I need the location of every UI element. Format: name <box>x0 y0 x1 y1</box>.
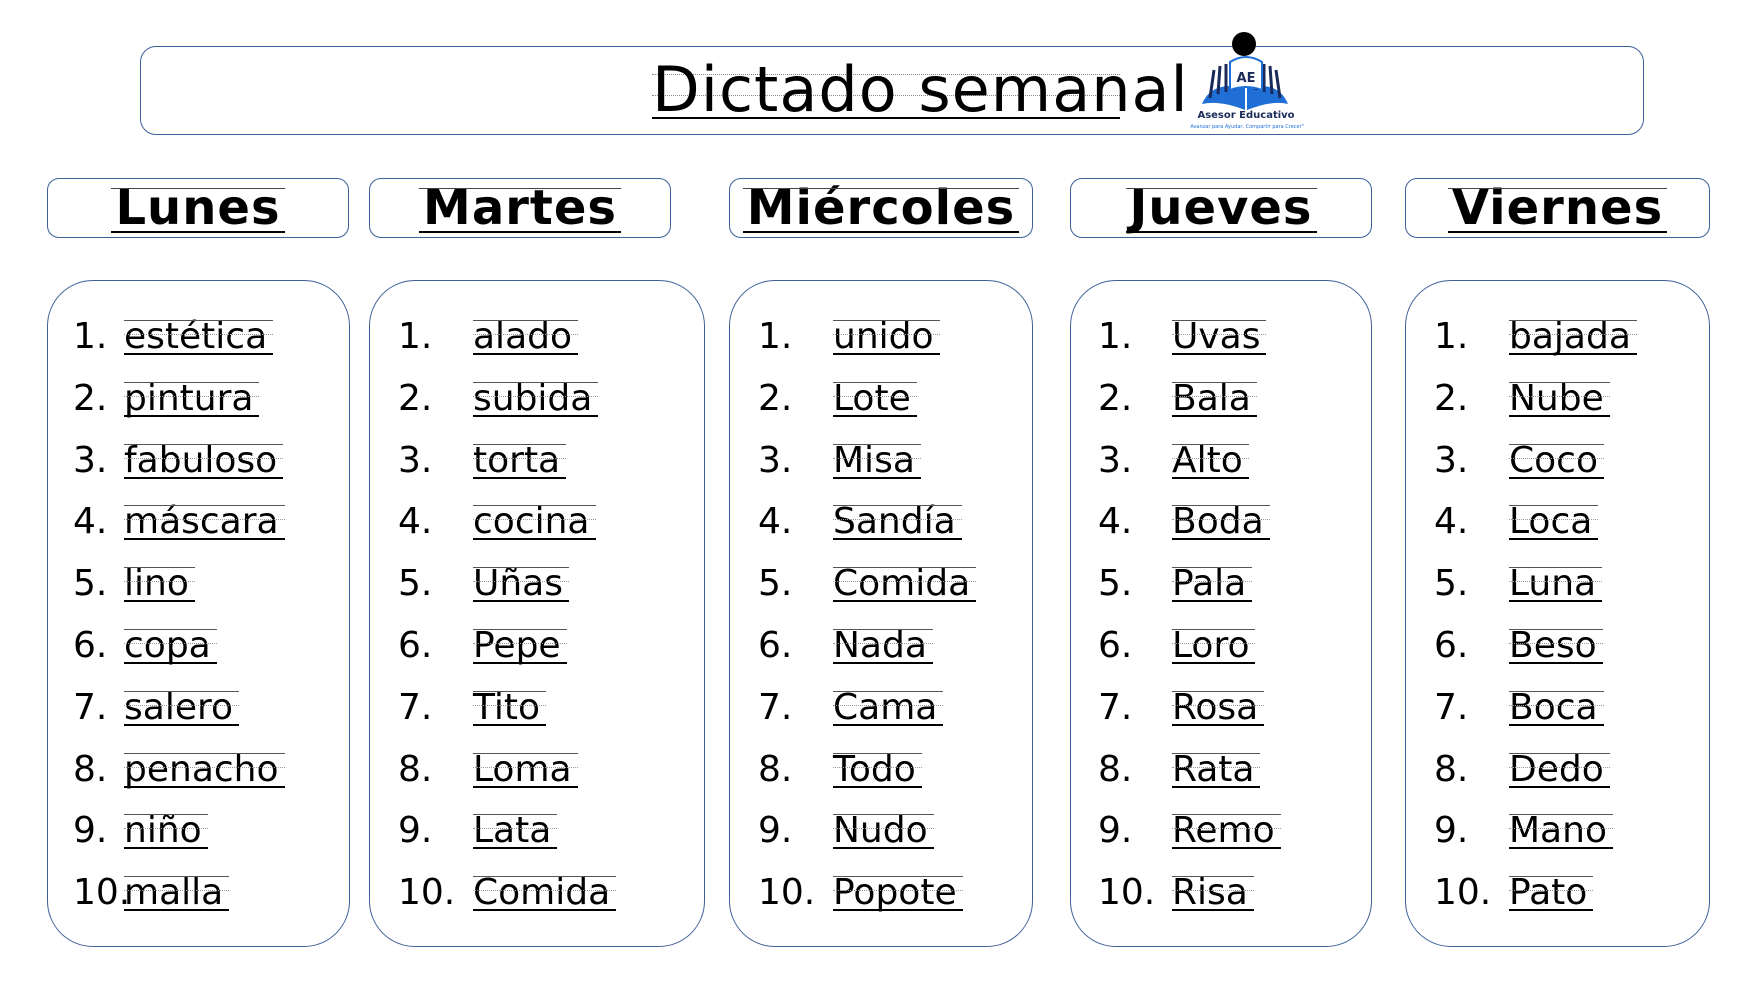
list-item <box>1406 373 1709 435</box>
list-item <box>1406 620 1709 682</box>
item-number: 10. <box>1434 872 1492 914</box>
list-item <box>730 496 1032 558</box>
item-number: 4. <box>1098 501 1133 543</box>
item-number: 4. <box>73 501 108 543</box>
handwriting-midline <box>473 828 557 829</box>
logo-tagline: "Avanzar para Ayudar, Compartir para Crecer" <box>1190 124 1304 130</box>
dictation-word <box>1509 871 1593 915</box>
handwriting-midline <box>473 767 578 768</box>
list-item <box>1071 867 1371 929</box>
handwriting-midline <box>124 890 229 891</box>
dictation-word-text: Boda <box>1172 500 1270 544</box>
day-header-jueves <box>1070 178 1372 238</box>
logo-name: Asesor Educativo <box>1197 110 1295 121</box>
item-number: 7. <box>758 686 793 728</box>
item-number: 2. <box>758 377 793 419</box>
item-number: 6. <box>1098 624 1133 666</box>
handwriting-midline <box>1509 334 1637 335</box>
handwriting-midline <box>1172 890 1254 891</box>
item-number: 6. <box>73 624 108 666</box>
dictation-word-text: torta <box>473 439 566 483</box>
list-item <box>730 311 1032 373</box>
handwriting-midline <box>473 705 546 706</box>
item-number: 2. <box>1098 377 1133 419</box>
dictation-word-text: Lata <box>473 809 557 853</box>
dictation-word <box>124 500 285 544</box>
dictation-word-text: Cama <box>833 686 943 730</box>
item-number: 7. <box>1098 686 1133 728</box>
dictation-word-text: Popote <box>833 871 963 915</box>
dictation-word <box>1172 562 1252 606</box>
list-item <box>48 558 349 620</box>
list-item <box>730 558 1032 620</box>
word-list-viernes <box>1405 280 1710 947</box>
handwriting-midline <box>473 890 616 891</box>
list-item <box>1071 311 1371 373</box>
word-list <box>1071 311 1371 929</box>
dictation-word <box>1509 624 1603 668</box>
list-item <box>730 867 1032 929</box>
item-number: 10. <box>1098 872 1156 914</box>
dictation-word-text: Loro <box>1172 624 1255 668</box>
dictation-word-text: Comida <box>473 871 616 915</box>
handwriting-midline <box>124 519 285 520</box>
dictation-word <box>124 624 217 668</box>
handwriting-midline <box>1172 643 1255 644</box>
item-number: 6. <box>1434 624 1469 666</box>
item-number: 10. <box>73 872 131 914</box>
dictation-word-text: Todo <box>833 748 922 792</box>
dictation-word <box>473 439 566 483</box>
item-number: 3. <box>73 439 108 481</box>
dictation-word <box>1509 315 1637 359</box>
dictation-word <box>833 377 917 421</box>
asesor-educativo-logo <box>1190 32 1310 130</box>
item-number: 10. <box>758 872 816 914</box>
list-item <box>730 805 1032 867</box>
item-number: 8. <box>1098 748 1133 790</box>
item-number: 1. <box>1098 316 1133 357</box>
list-item <box>1071 435 1371 497</box>
list-item <box>48 496 349 558</box>
dictation-word-text: máscara <box>124 500 285 544</box>
list-item <box>1071 805 1371 867</box>
handwriting-midline <box>1172 705 1264 706</box>
dictation-word-text: Loma <box>473 748 578 792</box>
dictation-word-text: Sandía <box>833 500 962 544</box>
dictation-word-text: Tito <box>473 686 546 730</box>
item-number: 3. <box>398 439 433 481</box>
dictation-word <box>124 871 229 915</box>
dictation-word-text: pintura <box>124 377 259 421</box>
list-item <box>1071 620 1371 682</box>
dictation-word-text: Dedo <box>1509 748 1610 792</box>
dictation-word <box>1509 377 1610 421</box>
handwriting-midline <box>1172 458 1249 459</box>
logo-initials: AE <box>1236 71 1256 86</box>
title-underline <box>652 117 1120 119</box>
dictation-word <box>1172 809 1281 853</box>
dictation-word <box>473 500 596 544</box>
item-number: 9. <box>758 810 793 852</box>
dictation-word-text: Pala <box>1172 562 1252 606</box>
item-number: 3. <box>1098 439 1133 481</box>
item-number: 9. <box>398 810 433 852</box>
list-item <box>48 435 349 497</box>
list-item <box>1071 744 1371 806</box>
dictation-word-text: Misa <box>833 439 921 483</box>
list-item <box>1071 496 1371 558</box>
dictation-word <box>124 315 273 359</box>
list-item <box>1406 496 1709 558</box>
list-item <box>48 373 349 435</box>
dictation-word-text: Pato <box>1509 871 1593 915</box>
dictation-word-text: Nube <box>1509 377 1610 421</box>
dictation-word <box>124 809 208 853</box>
dictation-word <box>473 809 557 853</box>
day-header-viernes <box>1405 178 1710 238</box>
list-item <box>370 558 704 620</box>
handwriting-midline <box>833 828 934 829</box>
day-label: Martes <box>419 179 621 237</box>
dictation-word <box>473 748 578 792</box>
item-number: 5. <box>758 563 793 605</box>
dictation-word <box>1509 686 1604 730</box>
dictation-word-text: Bala <box>1172 377 1257 421</box>
handwriting-midline <box>1509 705 1604 706</box>
handwriting-midline <box>124 458 283 459</box>
dictation-word <box>473 315 578 359</box>
item-number: 2. <box>1434 377 1469 419</box>
dictation-word <box>1509 748 1610 792</box>
handwriting-midline <box>1509 581 1602 582</box>
item-number: 1. <box>398 316 433 357</box>
handwriting-midline <box>473 581 569 582</box>
list-item <box>730 744 1032 806</box>
word-list-martes <box>369 280 705 947</box>
item-number: 10. <box>398 872 456 914</box>
item-number: 3. <box>1434 439 1469 481</box>
handwriting-midline <box>833 767 922 768</box>
dictation-word-text: cocina <box>473 500 596 544</box>
list-item <box>48 805 349 867</box>
dictation-word <box>833 748 922 792</box>
item-number: 5. <box>1098 563 1133 605</box>
dictation-word-text: Mano <box>1509 809 1613 853</box>
item-number: 1. <box>758 316 793 357</box>
word-list <box>1406 311 1709 929</box>
dictation-word-text: Uvas <box>1172 315 1266 359</box>
dictation-word <box>833 871 963 915</box>
list-item <box>1406 435 1709 497</box>
item-number: 9. <box>73 810 108 852</box>
item-number: 8. <box>1434 748 1469 790</box>
handwriting-midline <box>473 458 566 459</box>
dictation-word <box>1172 624 1255 668</box>
day-label: Lunes <box>111 179 284 237</box>
item-number: 4. <box>398 501 433 543</box>
list-item <box>1071 373 1371 435</box>
day-label: Miércoles <box>743 179 1019 237</box>
dictation-word-text: alado <box>473 315 578 359</box>
dictation-word-text: Risa <box>1172 871 1254 915</box>
item-number: 8. <box>398 748 433 790</box>
handwriting-midline <box>1172 334 1266 335</box>
dictation-word <box>833 624 933 668</box>
dictation-word <box>124 562 195 606</box>
list-item <box>370 867 704 929</box>
handwriting-midline <box>1509 767 1610 768</box>
item-number: 2. <box>73 377 108 419</box>
day-header-miercoles <box>729 178 1033 238</box>
item-number: 5. <box>398 563 433 605</box>
dictation-word <box>473 624 567 668</box>
word-list <box>48 311 349 929</box>
dictation-word <box>833 686 943 730</box>
list-item <box>1406 867 1709 929</box>
list-item <box>730 373 1032 435</box>
list-item <box>48 867 349 929</box>
handwriting-midline <box>124 334 273 335</box>
item-number: 8. <box>758 748 793 790</box>
handwriting-midline <box>833 890 963 891</box>
handwriting-midline <box>1172 581 1252 582</box>
list-item <box>1406 744 1709 806</box>
list-item <box>1406 805 1709 867</box>
dictation-word-text: penacho <box>124 748 285 792</box>
dictation-word <box>473 562 569 606</box>
handwriting-midline <box>124 705 239 706</box>
dictation-word <box>833 500 962 544</box>
item-number: 5. <box>1434 563 1469 605</box>
list-item <box>730 620 1032 682</box>
word-list-jueves <box>1070 280 1372 947</box>
list-item <box>370 311 704 373</box>
item-number: 6. <box>398 624 433 666</box>
word-list-lunes <box>47 280 350 947</box>
dictation-word <box>124 686 239 730</box>
dictation-word <box>1509 500 1598 544</box>
dictation-word-text: Rosa <box>1172 686 1264 730</box>
dictation-word-text: Loca <box>1509 500 1598 544</box>
list-item <box>370 496 704 558</box>
handwriting-midline <box>1509 828 1613 829</box>
list-item <box>370 805 704 867</box>
dictation-word <box>1172 315 1266 359</box>
dictation-word <box>124 377 259 421</box>
dictation-word <box>124 439 283 483</box>
item-number: 3. <box>758 439 793 481</box>
handwriting-midline <box>124 581 195 582</box>
list-item <box>730 682 1032 744</box>
item-number: 2. <box>398 377 433 419</box>
handwriting-midline <box>473 643 567 644</box>
dictation-word <box>833 439 921 483</box>
list-item <box>370 435 704 497</box>
day-header-martes <box>369 178 671 238</box>
handwriting-midline <box>1509 519 1598 520</box>
dictation-word <box>1509 562 1602 606</box>
dictation-word-text: niño <box>124 809 208 853</box>
list-item <box>1071 558 1371 620</box>
dictation-word-text: bajada <box>1509 315 1637 359</box>
dictation-word-text: unido <box>833 315 940 359</box>
list-item <box>1406 311 1709 373</box>
dictation-word <box>833 315 940 359</box>
list-item <box>370 744 704 806</box>
handwriting-midline <box>124 396 259 397</box>
dictation-word <box>833 809 934 853</box>
handwriting-midline <box>1172 828 1281 829</box>
dictation-word-text: Beso <box>1509 624 1603 668</box>
word-list <box>370 311 704 929</box>
dictation-word-text: Alto <box>1172 439 1249 483</box>
day-header-lunes <box>47 178 349 238</box>
item-number: 1. <box>73 316 108 357</box>
list-item <box>48 311 349 373</box>
dictation-word <box>1172 500 1270 544</box>
dictation-word <box>473 377 598 421</box>
handwriting-midline <box>473 396 598 397</box>
handwriting-midline <box>1509 396 1610 397</box>
list-item <box>48 682 349 744</box>
dictation-word-text: Uñas <box>473 562 569 606</box>
list-item <box>48 620 349 682</box>
handwriting-midline <box>124 828 208 829</box>
dictation-word-text: Nudo <box>833 809 934 853</box>
word-list <box>730 311 1032 929</box>
handwriting-midline <box>833 643 933 644</box>
handwriting-midline <box>833 334 940 335</box>
dictation-word-text: copa <box>124 624 217 668</box>
item-number: 5. <box>73 563 108 605</box>
list-item <box>370 373 704 435</box>
handwriting-midline <box>833 581 976 582</box>
dictation-word-text: malla <box>124 871 229 915</box>
dictation-word-text: Remo <box>1172 809 1281 853</box>
handwriting-midline <box>833 519 962 520</box>
dictation-word-text: lino <box>124 562 195 606</box>
page-title: Dictado semanal <box>652 53 1189 126</box>
handwriting-midline <box>1509 890 1593 891</box>
list-item <box>48 744 349 806</box>
dictation-word-text: fabuloso <box>124 439 283 483</box>
dictation-word-text: Boca <box>1509 686 1604 730</box>
dictation-word-text: Luna <box>1509 562 1602 606</box>
dictation-word <box>1509 809 1613 853</box>
dictation-word <box>1172 439 1249 483</box>
dictation-word-text: Coco <box>1509 439 1604 483</box>
word-list-miercoles <box>729 280 1033 947</box>
dictation-word-text: Pepe <box>473 624 567 668</box>
dictation-word <box>124 748 285 792</box>
handwriting-midline <box>1509 643 1603 644</box>
dictation-word <box>833 562 976 606</box>
day-label: Viernes <box>1448 179 1667 237</box>
dictation-word-text: Comida <box>833 562 976 606</box>
handwriting-midline <box>473 519 596 520</box>
dictation-word-text: Rata <box>1172 748 1260 792</box>
handwriting-midline <box>1509 458 1604 459</box>
handwriting-midline <box>833 396 917 397</box>
dictation-word-text: Nada <box>833 624 933 668</box>
item-number: 7. <box>398 686 433 728</box>
dictation-word-text: Lote <box>833 377 917 421</box>
item-number: 4. <box>758 501 793 543</box>
dictation-word <box>1172 871 1254 915</box>
dictation-word-text: estética <box>124 315 273 359</box>
item-number: 6. <box>758 624 793 666</box>
item-number: 9. <box>1098 810 1133 852</box>
dictation-word-text: salero <box>124 686 239 730</box>
item-number: 7. <box>1434 686 1469 728</box>
list-item <box>1071 682 1371 744</box>
dictation-word <box>473 686 546 730</box>
list-item <box>730 435 1032 497</box>
handwriting-midline <box>833 705 943 706</box>
handwriting-midline <box>124 643 217 644</box>
item-number: 4. <box>1434 501 1469 543</box>
item-number: 1. <box>1434 316 1469 357</box>
handwriting-midline <box>1172 396 1257 397</box>
list-item <box>1406 682 1709 744</box>
handwriting-midline <box>833 458 921 459</box>
handwriting-midline <box>473 334 578 335</box>
dictation-word <box>1172 686 1264 730</box>
item-number: 7. <box>73 686 108 728</box>
dictation-word <box>1172 748 1260 792</box>
handwriting-midline <box>1172 767 1260 768</box>
list-item <box>1406 558 1709 620</box>
list-item <box>370 620 704 682</box>
dictation-word <box>473 871 616 915</box>
handwriting-midline <box>124 767 285 768</box>
list-item <box>370 682 704 744</box>
item-number: 9. <box>1434 810 1469 852</box>
dictation-word <box>1509 439 1604 483</box>
dictation-word <box>1172 377 1257 421</box>
day-label: Jueves <box>1126 179 1317 237</box>
item-number: 8. <box>73 748 108 790</box>
handwriting-midline <box>1172 519 1270 520</box>
dictation-word-text: subida <box>473 377 598 421</box>
